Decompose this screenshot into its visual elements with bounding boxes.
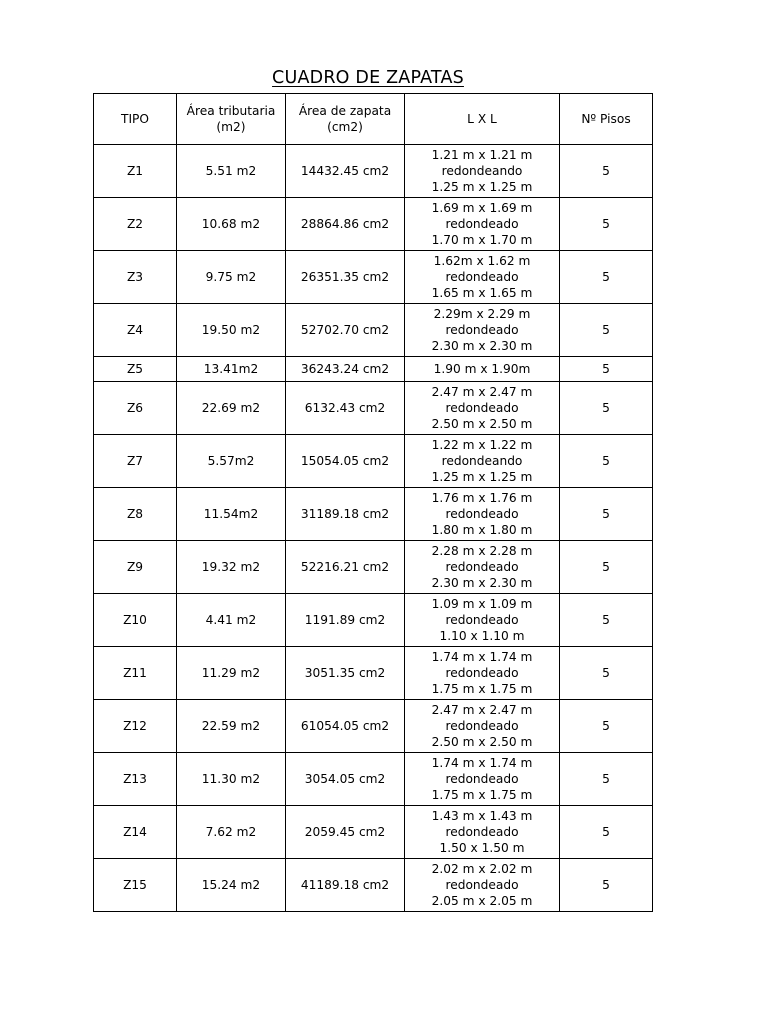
table-body <box>94 145 653 912</box>
cell-area-tributaria: 11.29 m2 <box>177 647 286 700</box>
lxl-line: 2.05 m x 2.05 m <box>431 894 533 909</box>
cell-area-tributaria: 9.75 m2 <box>177 251 286 304</box>
zapatas-table <box>93 93 653 912</box>
cell-pisos: 5 <box>560 647 653 700</box>
cell-area-zapata: 15054.05 cm2 <box>286 435 405 488</box>
cell-area-zapata: 1191.89 cm2 <box>286 594 405 647</box>
cell-area-zapata: 31189.18 cm2 <box>286 488 405 541</box>
table-row <box>94 304 653 357</box>
header-area-zapata-line-1: Área de zapata <box>298 103 392 118</box>
cell-area-tributaria: 19.32 m2 <box>177 541 286 594</box>
cell-area-zapata: 2059.45 cm2 <box>286 806 405 859</box>
lxl-line: 2.02 m x 2.02 m <box>431 861 533 876</box>
cell-tipo: Z5 <box>94 357 177 382</box>
cell-lxl <box>405 145 560 198</box>
cell-pisos: 5 <box>560 541 653 594</box>
cell-lxl <box>405 251 560 304</box>
lxl-line: 1.75 m x 1.75 m <box>431 788 533 803</box>
cell-tipo: Z15 <box>94 859 177 912</box>
cell-lxl <box>405 357 560 382</box>
lxl-line: redondeado <box>445 322 519 337</box>
table-row <box>94 435 653 488</box>
cell-area-tributaria: 7.62 m2 <box>177 806 286 859</box>
lxl-line: 1.62m x 1.62 m <box>433 253 531 268</box>
header-area-zapata <box>286 94 405 145</box>
cell-area-tributaria: 19.50 m2 <box>177 304 286 357</box>
cell-tipo: Z6 <box>94 382 177 435</box>
lxl-line: 1.74 m x 1.74 m <box>431 649 533 664</box>
lxl-line: redondeado <box>445 718 519 733</box>
lxl-line: 1.09 m x 1.09 m <box>431 596 533 611</box>
page-title: CUADRO DE ZAPATAS <box>272 68 464 88</box>
cell-pisos: 5 <box>560 488 653 541</box>
lxl-line: 2.47 m x 2.47 m <box>431 384 533 399</box>
cell-pisos: 5 <box>560 304 653 357</box>
cell-area-zapata: 3054.05 cm2 <box>286 753 405 806</box>
lxl-line: redondeado <box>445 400 519 415</box>
cell-lxl <box>405 198 560 251</box>
cell-area-zapata: 28864.86 cm2 <box>286 198 405 251</box>
lxl-line: 2.30 m x 2.30 m <box>431 339 533 354</box>
lxl-line: 2.28 m x 2.28 m <box>431 543 533 558</box>
cell-area-tributaria: 5.51 m2 <box>177 145 286 198</box>
cell-pisos: 5 <box>560 806 653 859</box>
cell-tipo: Z13 <box>94 753 177 806</box>
cell-tipo: Z2 <box>94 198 177 251</box>
header-area-zapata-line-2: (cm2) <box>327 120 363 134</box>
cell-lxl <box>405 806 560 859</box>
lxl-line: 1.65 m x 1.65 m <box>431 286 533 301</box>
lxl-line: 1.10 x 1.10 m <box>439 629 525 644</box>
header-pisos: Nº Pisos <box>560 94 653 145</box>
table-row <box>94 382 653 435</box>
cell-pisos: 5 <box>560 753 653 806</box>
cell-area-zapata: 36243.24 cm2 <box>286 357 405 382</box>
cell-area-tributaria: 11.54m2 <box>177 488 286 541</box>
lxl-line: redondeado <box>445 824 519 839</box>
lxl-line: redondeado <box>445 612 519 627</box>
table-row <box>94 700 653 753</box>
lxl-line: 1.69 m x 1.69 m <box>431 200 533 215</box>
lxl-line: 2.29m x 2.29 m <box>433 306 531 321</box>
lxl-line: 1.74 m x 1.74 m <box>431 755 533 770</box>
lxl-line: redondeado <box>445 665 519 680</box>
lxl-line: redondeando <box>441 453 523 468</box>
table-row <box>94 251 653 304</box>
cell-tipo: Z11 <box>94 647 177 700</box>
cell-area-tributaria: 22.69 m2 <box>177 382 286 435</box>
header-tipo: TIPO <box>94 94 177 145</box>
lxl-line: 2.50 m x 2.50 m <box>431 735 533 750</box>
lxl-line: 1.25 m x 1.25 m <box>431 470 533 485</box>
cell-area-zapata: 6132.43 cm2 <box>286 382 405 435</box>
lxl-line: 1.76 m x 1.76 m <box>431 490 533 505</box>
cell-area-tributaria: 22.59 m2 <box>177 700 286 753</box>
cell-tipo: Z12 <box>94 700 177 753</box>
cell-area-tributaria: 11.30 m2 <box>177 753 286 806</box>
lxl-line: 1.50 x 1.50 m <box>439 841 525 856</box>
cell-area-zapata: 26351.35 cm2 <box>286 251 405 304</box>
cell-area-zapata: 61054.05 cm2 <box>286 700 405 753</box>
cell-lxl <box>405 753 560 806</box>
table-row <box>94 541 653 594</box>
cell-pisos: 5 <box>560 357 653 382</box>
lxl-line: 2.50 m x 2.50 m <box>431 417 533 432</box>
cell-pisos: 5 <box>560 859 653 912</box>
cell-area-tributaria: 15.24 m2 <box>177 859 286 912</box>
cell-pisos: 5 <box>560 382 653 435</box>
cell-lxl <box>405 541 560 594</box>
lxl-line: redondeado <box>445 506 519 521</box>
header-area-tributaria <box>177 94 286 145</box>
lxl-line: redondeado <box>445 877 519 892</box>
table-row <box>94 647 653 700</box>
cell-tipo: Z3 <box>94 251 177 304</box>
cell-lxl <box>405 700 560 753</box>
lxl-line: 1.70 m x 1.70 m <box>431 233 533 248</box>
lxl-line: 1.22 m x 1.22 m <box>431 437 533 452</box>
cell-lxl <box>405 859 560 912</box>
header-lxl: L X L <box>405 94 560 145</box>
table-row <box>94 198 653 251</box>
cell-area-zapata: 14432.45 cm2 <box>286 145 405 198</box>
table-row <box>94 145 653 198</box>
lxl-line: redondeado <box>445 559 519 574</box>
lxl-line: 2.47 m x 2.47 m <box>431 702 533 717</box>
table-row <box>94 594 653 647</box>
lxl-line: redondeado <box>445 771 519 786</box>
lxl-line: 1.21 m x 1.21 m <box>431 147 533 162</box>
table-row <box>94 859 653 912</box>
cell-lxl <box>405 304 560 357</box>
cell-area-tributaria: 13.41m2 <box>177 357 286 382</box>
table-header <box>94 94 653 145</box>
cell-pisos: 5 <box>560 435 653 488</box>
cell-area-tributaria: 10.68 m2 <box>177 198 286 251</box>
cell-tipo: Z14 <box>94 806 177 859</box>
cell-tipo: Z9 <box>94 541 177 594</box>
cell-area-zapata: 41189.18 cm2 <box>286 859 405 912</box>
lxl-line: 1.43 m x 1.43 m <box>431 808 533 823</box>
cell-lxl <box>405 488 560 541</box>
lxl-line: redondeado <box>445 216 519 231</box>
cell-tipo: Z8 <box>94 488 177 541</box>
header-row <box>94 94 653 145</box>
cell-pisos: 5 <box>560 594 653 647</box>
cell-lxl <box>405 435 560 488</box>
cell-tipo: Z7 <box>94 435 177 488</box>
cell-pisos: 5 <box>560 198 653 251</box>
cell-pisos: 5 <box>560 700 653 753</box>
cell-area-zapata: 3051.35 cm2 <box>286 647 405 700</box>
table-row <box>94 753 653 806</box>
cell-pisos: 5 <box>560 251 653 304</box>
lxl-line: redondeado <box>445 269 519 284</box>
cell-tipo: Z1 <box>94 145 177 198</box>
lxl-line: 1.90 m x 1.90m <box>433 361 531 376</box>
lxl-line: 1.25 m x 1.25 m <box>431 180 533 195</box>
cell-tipo: Z10 <box>94 594 177 647</box>
cell-pisos: 5 <box>560 145 653 198</box>
cell-lxl <box>405 647 560 700</box>
cell-area-tributaria: 4.41 m2 <box>177 594 286 647</box>
cell-area-zapata: 52216.21 cm2 <box>286 541 405 594</box>
cell-area-zapata: 52702.70 cm2 <box>286 304 405 357</box>
lxl-line: 1.80 m x 1.80 m <box>431 523 533 538</box>
lxl-line: redondeando <box>441 163 523 178</box>
lxl-line: 2.30 m x 2.30 m <box>431 576 533 591</box>
table-row <box>94 488 653 541</box>
cell-lxl <box>405 382 560 435</box>
cell-tipo: Z4 <box>94 304 177 357</box>
table-row <box>94 806 653 859</box>
cell-area-tributaria: 5.57m2 <box>177 435 286 488</box>
table-row <box>94 357 653 382</box>
header-area-tributaria-line-1: Área tributaria <box>186 103 276 118</box>
cell-lxl <box>405 594 560 647</box>
header-area-tributaria-line-2: (m2) <box>216 120 246 134</box>
lxl-line: 1.75 m x 1.75 m <box>431 682 533 697</box>
